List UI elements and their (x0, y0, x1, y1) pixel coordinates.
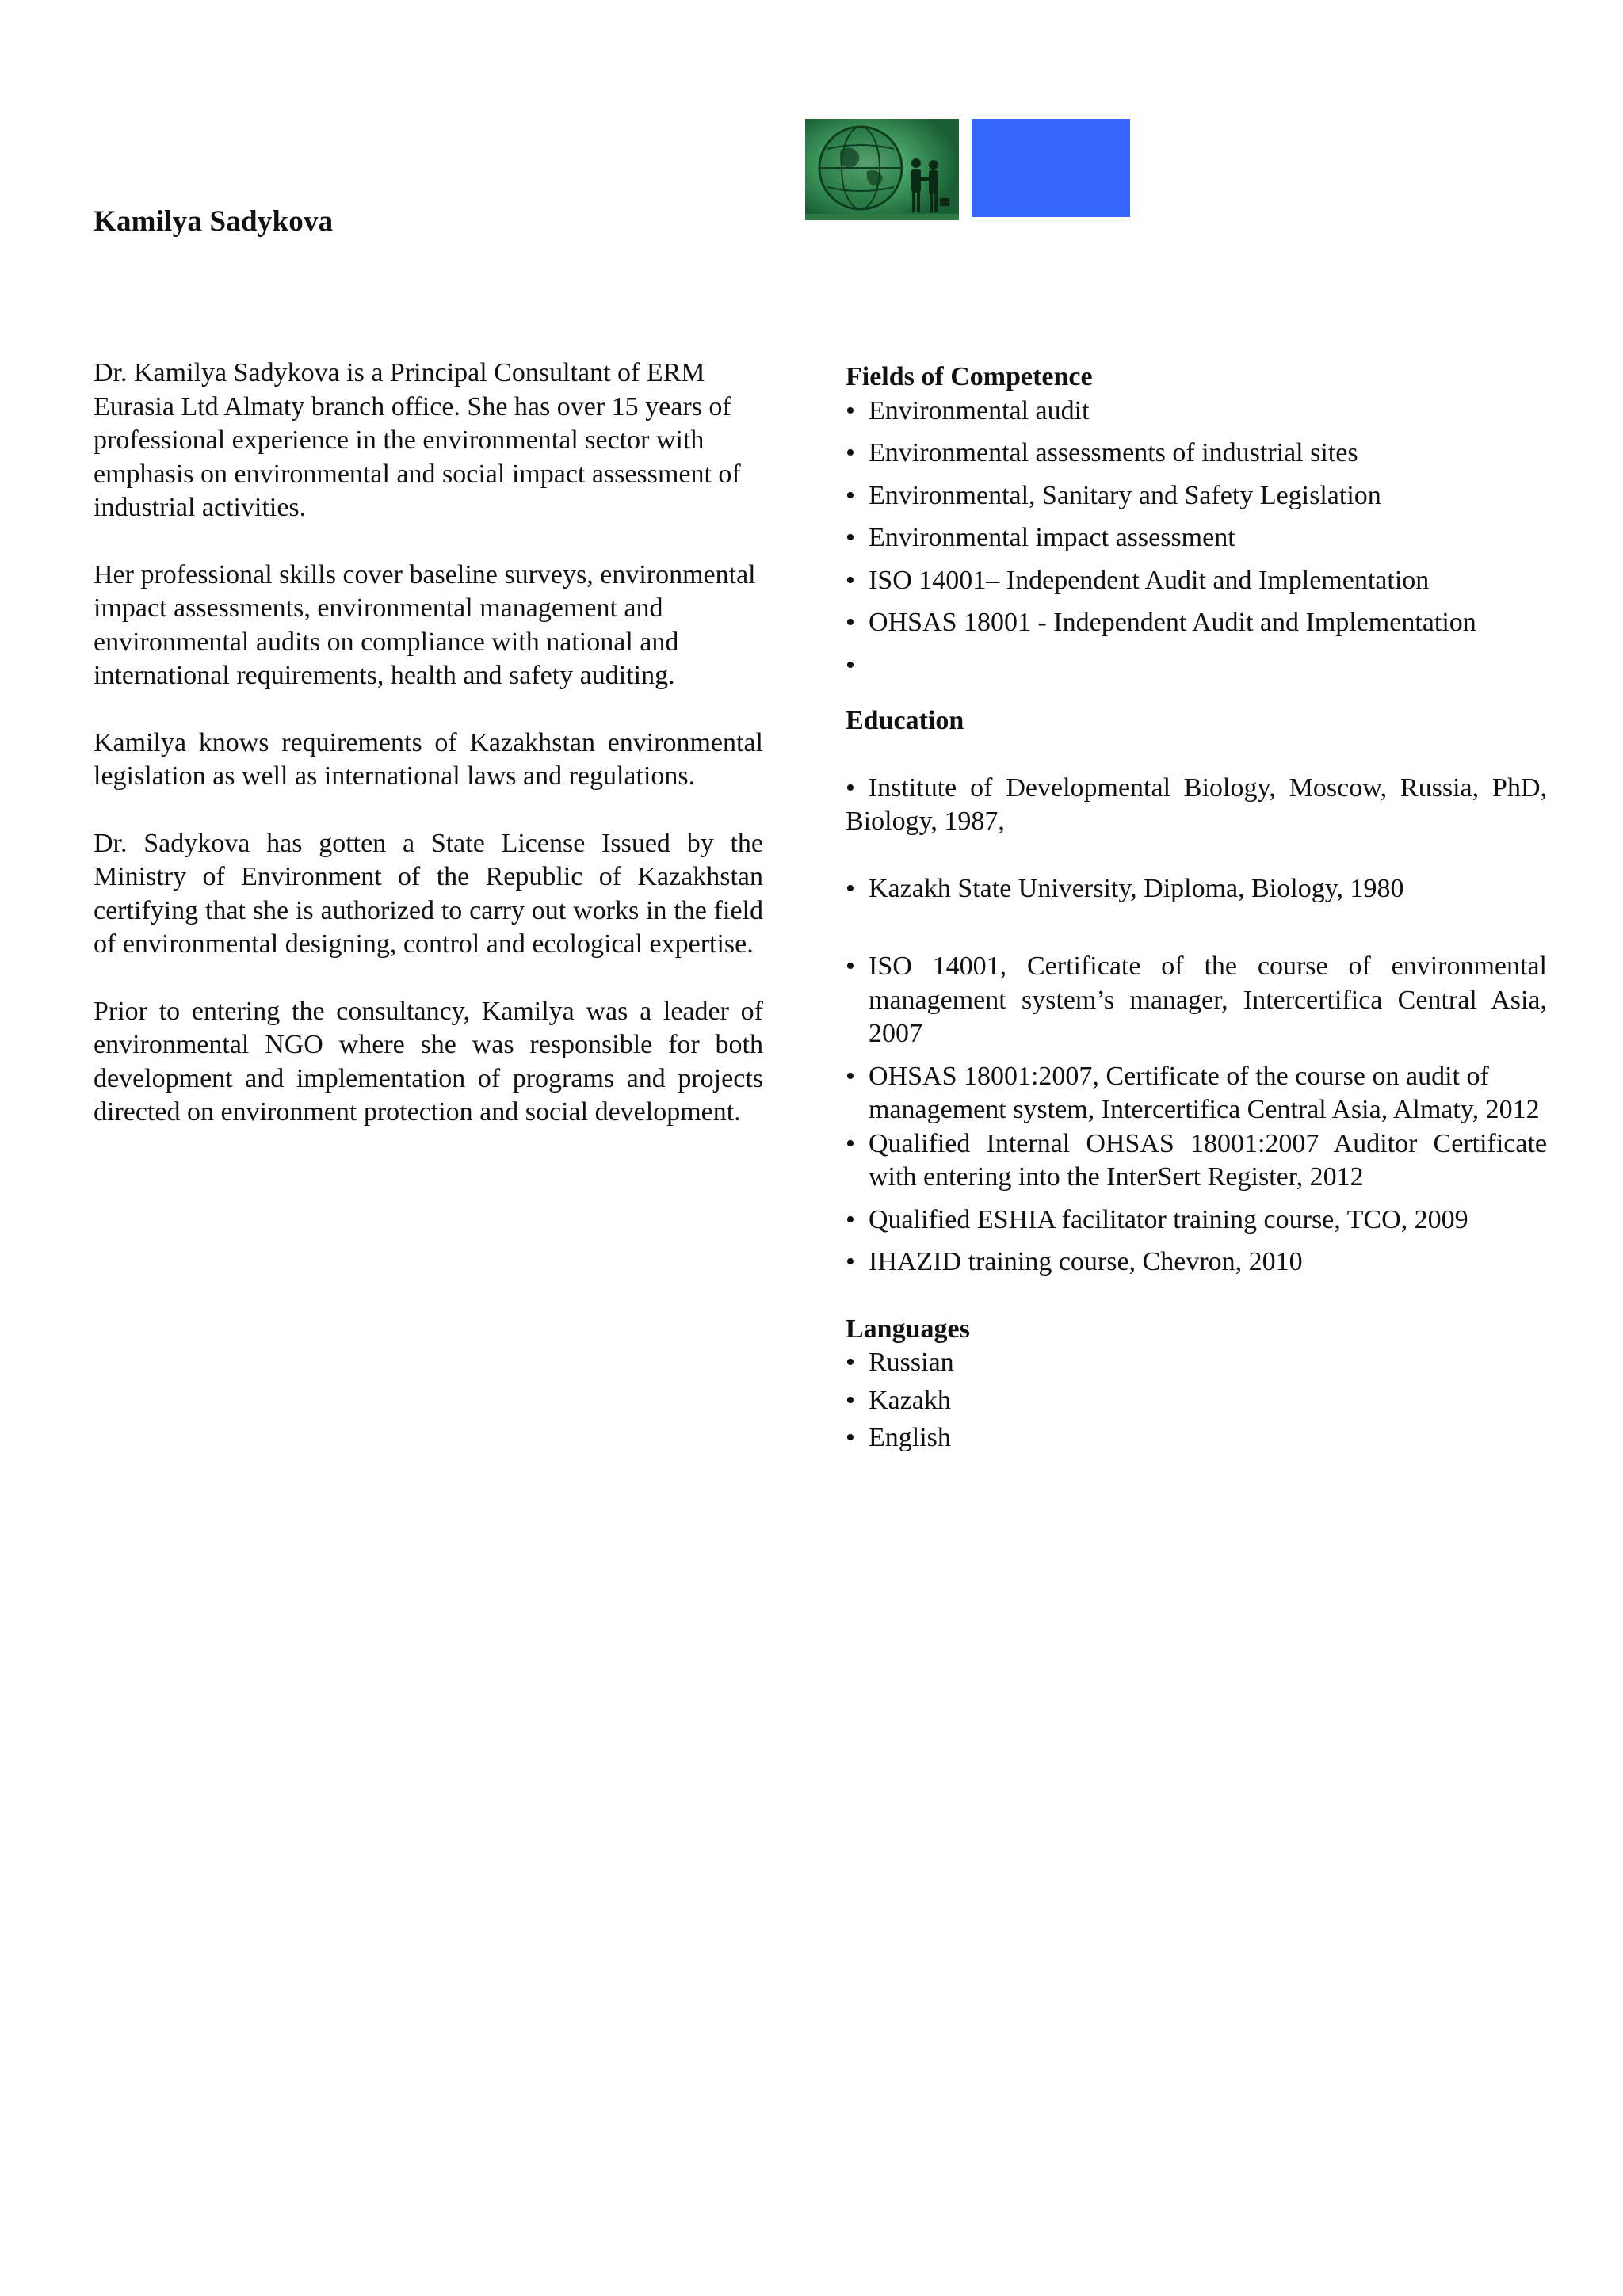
list-item: • Russian (846, 1346, 1547, 1380)
bullet-icon: • (846, 565, 855, 595)
bullet-icon: • (846, 1128, 855, 1158)
bullet-icon: • (846, 1247, 855, 1276)
list-item: • Environmental, Sanitary and Safety Legislation (846, 479, 1547, 513)
bio-paragraph-3: Kamilya knows requirements of Kazakhstan environmental legislation as well as international laws and regulations. (94, 727, 763, 791)
brand-blue-block (972, 119, 1130, 217)
education-list-a (846, 872, 1547, 906)
list-item: • Kazakh (846, 1384, 1547, 1418)
list-item: • IHAZID training course, Chevron, 2010 (846, 1245, 1547, 1280)
bullet-icon: • (846, 1061, 855, 1091)
bullet-icon: • (846, 1385, 855, 1415)
list-item: • OHSAS 18001 - Independent Audit and Implementation (846, 606, 1547, 640)
list-item: • Environmental assessments of industrial sites (846, 437, 1547, 471)
bio-column (94, 357, 763, 1163)
list-item: • English (846, 1421, 1547, 1455)
education-title: Education (846, 706, 964, 735)
globe-handshake-icon (805, 119, 959, 220)
bullet-icon: • (846, 873, 855, 903)
bullet-icon: • (846, 395, 855, 425)
person-name: Kamilya Sadykova (94, 205, 334, 238)
competence-list (846, 395, 1547, 683)
languages-title: Languages (846, 1314, 970, 1344)
bio-paragraph-5: Prior to entering the consultancy, Kamilya was a leader of environmental NGO where she was responsible for both development and implementation of programs and projects directed on environment protection and social development. (94, 996, 763, 1127)
bullet-icon: • (846, 608, 855, 637)
bullet-icon: • (846, 523, 855, 552)
list-item (846, 649, 1547, 683)
details-column (846, 360, 1547, 1459)
bullet-icon: • (846, 952, 855, 981)
bullet-icon: • (846, 772, 855, 803)
list-item: • ISO 14001, Certificate of the course of environmental management system’s manager, Intercertifica Central Asia, 2007 (846, 952, 1547, 1048)
bio-paragraph-4: Dr. Sadykova has gotten a State License Issued by the Ministry of Environment of the Republic of Kazakhstan certifying that she is authorized to carry out works in the field of environmental designing, control and ecological expertise. (94, 828, 763, 959)
education-item-1: • Institute of Developmental Biology, Moscow, Russia, PhD, Biology, 1987, (846, 772, 1547, 836)
list-item: • OHSAS 18001:2007, Certificate of the course on audit of management system, Intercertifica Central Asia, Almaty, 2012 (846, 1061, 1540, 1124)
list-item: • Qualified Internal OHSAS 18001:2007 Auditor Certificate with entering into the InterSert Register, 2012 (846, 1128, 1547, 1192)
bullet-icon: • (846, 1348, 855, 1377)
list-item: • ISO 14001– Independent Audit and Implementation (846, 564, 1547, 598)
list-item: • Qualified ESHIA facilitator training course, TCO, 2009 (846, 1203, 1547, 1238)
list-item: • Environmental audit (846, 395, 1547, 429)
list-item: • Environmental impact assessment (846, 521, 1547, 555)
bio-paragraph-2: Her professional skills cover baseline surveys, environmental impact assessments, environmental management and environmental audits on compliance with national and international requirements, health and safety auditing. (94, 559, 756, 690)
bullet-icon: • (846, 650, 855, 680)
bio-paragraph-1: Dr. Kamilya Sadykova is a Principal Consultant of ERM Eurasia Ltd Almaty branch office. She has over 15 years of professional experience in the environmental sector with emphasis on environmental and social impact assessment of industrial activities. (94, 358, 741, 522)
education-list-b (846, 950, 1547, 1280)
bullet-icon: • (846, 480, 855, 510)
list-item: • Kazakh State University, Diploma, Biology, 1980 (846, 872, 1547, 906)
competence-title: Fields of Competence (846, 362, 1093, 391)
bullet-icon: • (846, 1204, 855, 1234)
bullet-icon: • (846, 1423, 855, 1452)
bullet-icon: • (846, 438, 855, 467)
languages-list (846, 1346, 1547, 1455)
logo-globe-image (805, 119, 959, 220)
